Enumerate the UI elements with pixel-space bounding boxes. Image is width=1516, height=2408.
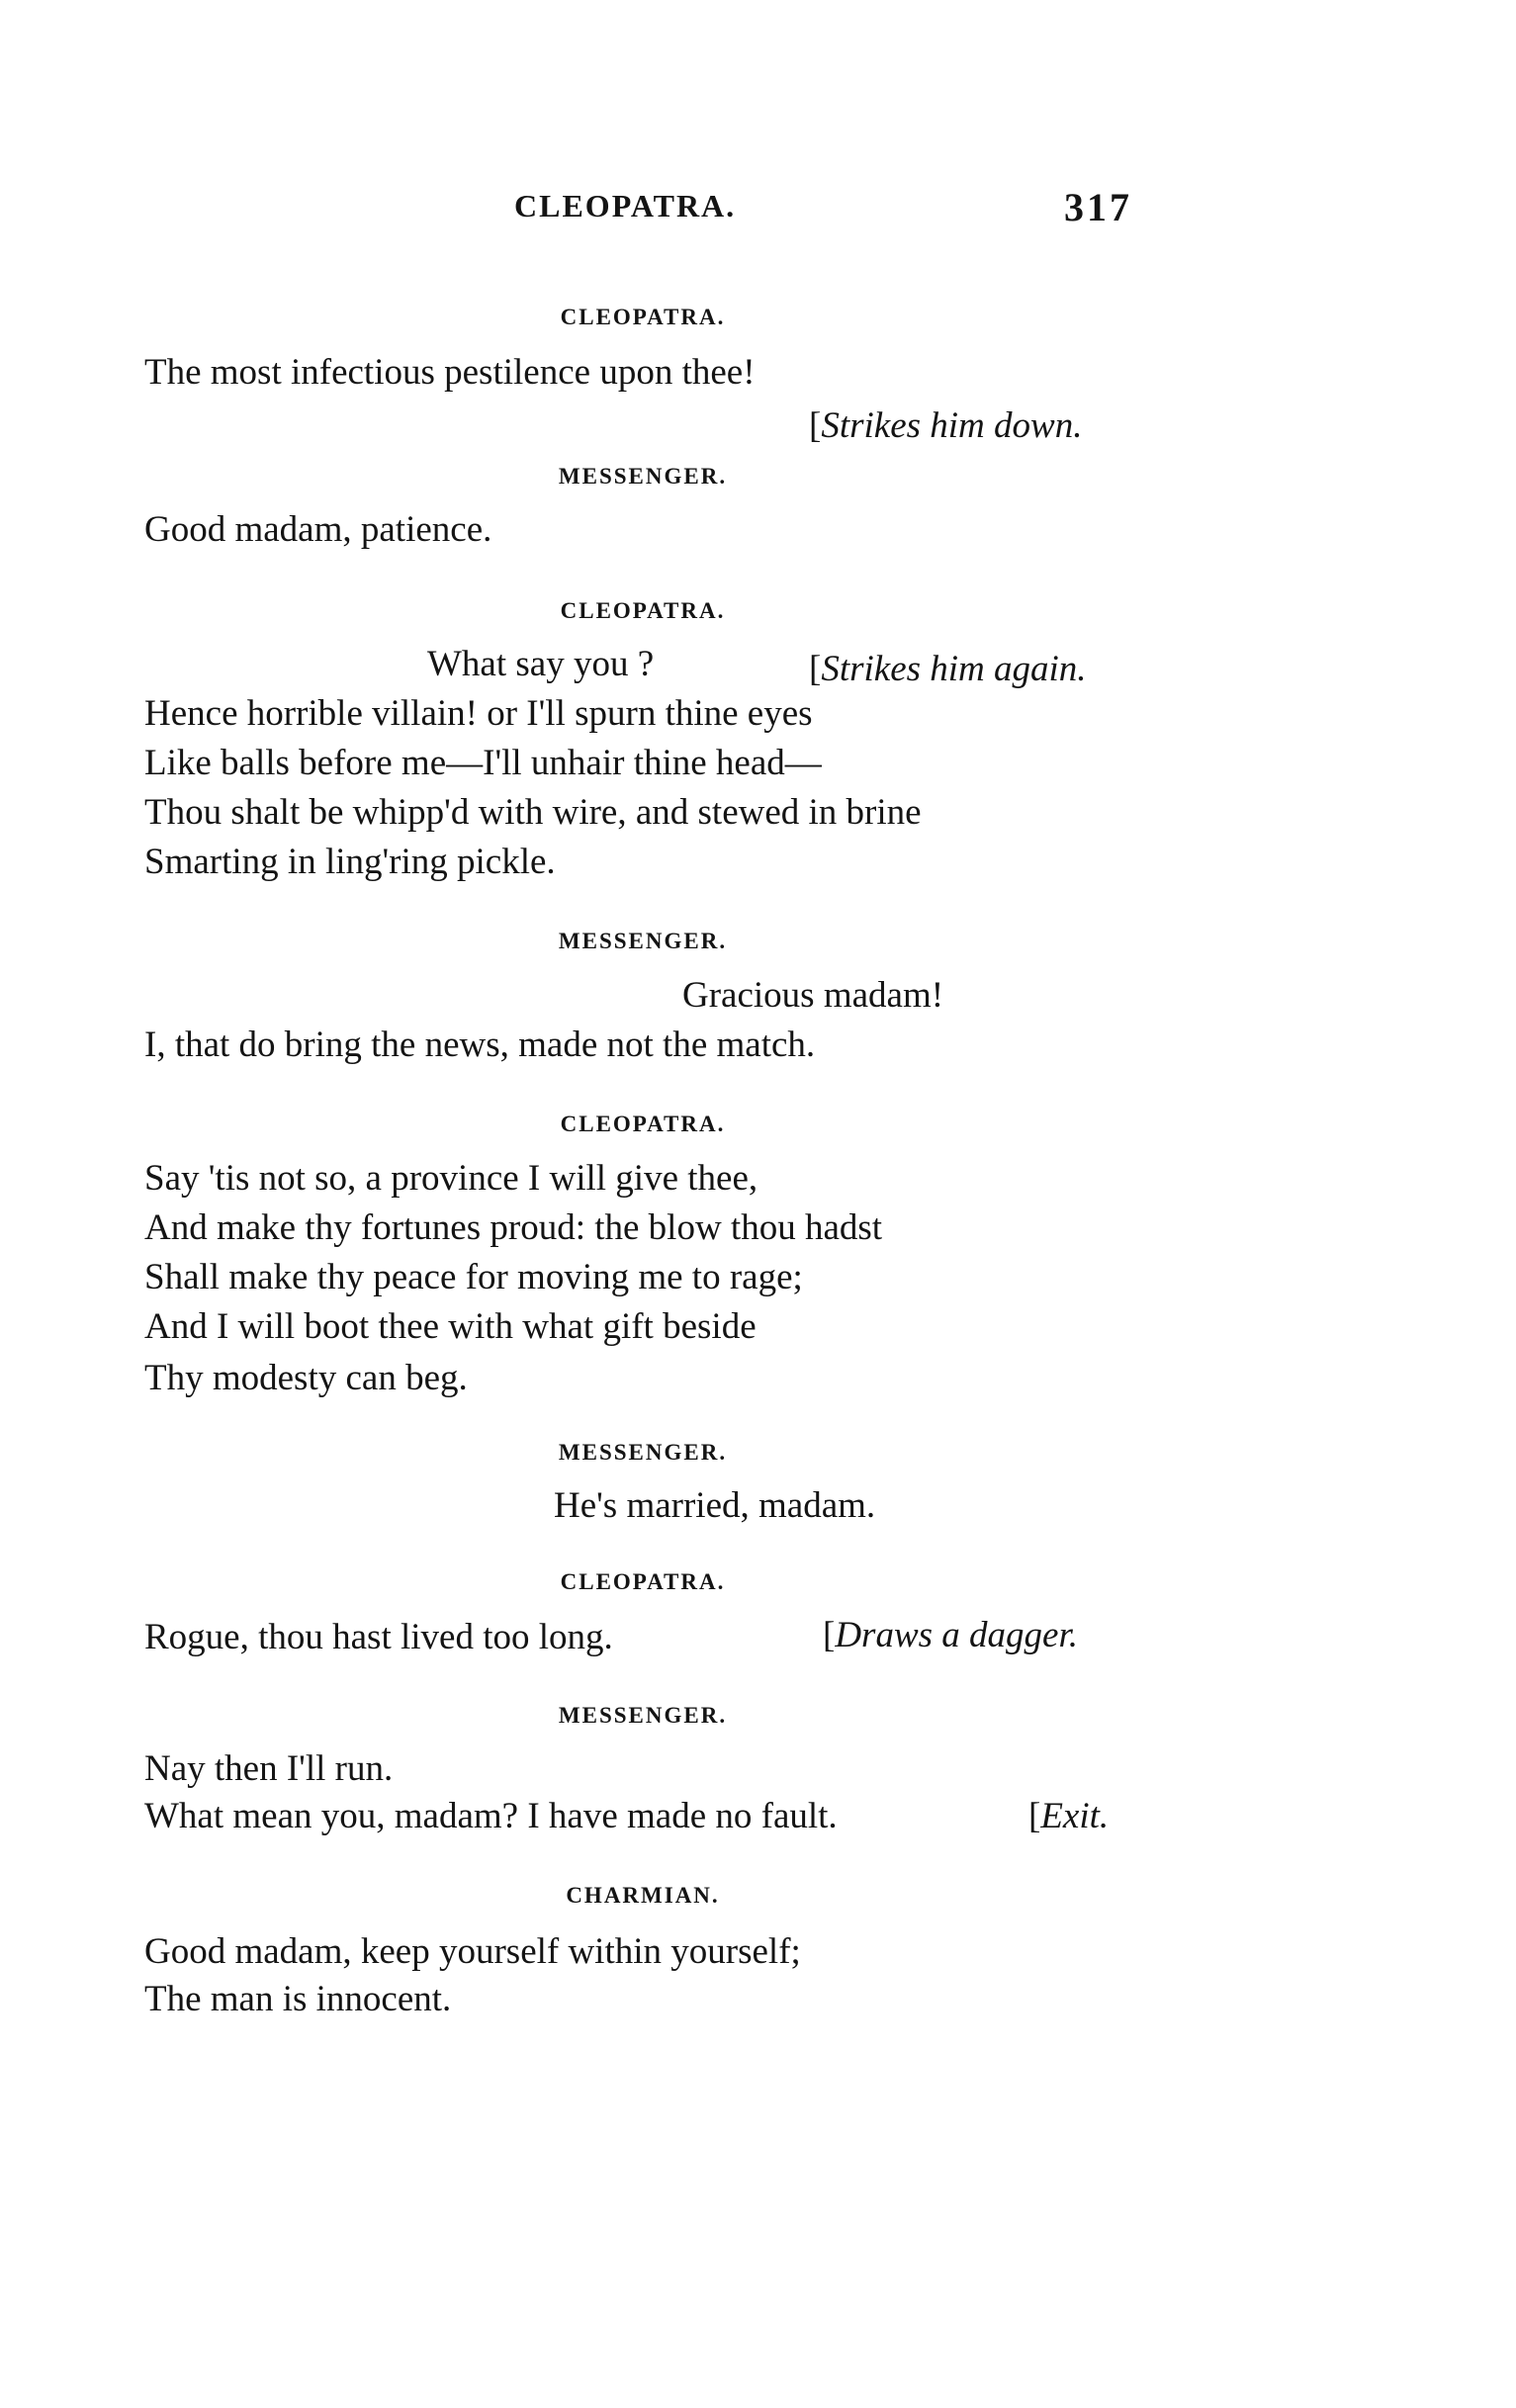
verse-line: Nay then I'll run.	[144, 1748, 394, 1789]
running-title: CLEOPATRA.	[514, 188, 737, 223]
verse-line: Like balls before me—I'll unhair thine head—	[144, 743, 822, 783]
verse-line: What mean you, madam? I have made no fault.	[144, 1796, 838, 1836]
verse-line: Thou shalt be whipp'd with wire, and stewed in brine	[144, 792, 922, 833]
verse-line: Shall make thy peace for moving me to rage;	[144, 1257, 803, 1297]
verse-line: Thy modesty can beg.	[144, 1358, 468, 1398]
verse-line: Say 'tis not so, a province I will give thee,	[144, 1158, 758, 1199]
stage-direction: [Exit.	[1028, 1796, 1110, 1836]
speaker-heading: CLEOPATRA.	[560, 598, 726, 623]
speaker-heading: MESSENGER.	[558, 464, 728, 489]
speaker-heading: CLEOPATRA.	[560, 305, 726, 329]
stage-direction-text: Strikes him down.	[821, 405, 1083, 446]
verse-line: The most infectious pestilence upon thee!	[144, 352, 756, 393]
verse-line: Good madam, patience.	[144, 509, 492, 550]
stage-direction-text: Strikes him again.	[821, 649, 1087, 689]
verse-line: The man is innocent.	[144, 1979, 452, 2019]
speaker-heading: CLEOPATRA.	[560, 1112, 726, 1136]
page-number: 317	[1064, 185, 1132, 229]
verse-line: Hence horrible villain! or I'll spurn thine eyes	[144, 693, 813, 734]
speaker-heading: MESSENGER.	[558, 1703, 728, 1728]
speaker-heading: MESSENGER.	[558, 1440, 728, 1465]
verse-line: Smarting in ling'ring pickle.	[144, 842, 556, 882]
stage-direction-text: Draws a dagger.	[835, 1615, 1078, 1655]
speaker-heading: CLEOPATRA.	[560, 1569, 726, 1594]
speaker-heading: MESSENGER.	[558, 929, 728, 953]
verse-line: And make thy fortunes proud: the blow thou hadst	[144, 1207, 883, 1248]
verse-line: I, that do bring the news, made not the match.	[144, 1025, 816, 1065]
verse-line: He's married, madam.	[554, 1485, 876, 1526]
verse-line: Good madam, keep yourself within yourself;	[144, 1931, 801, 1972]
verse-line: Rogue, thou hast lived too long.	[144, 1617, 613, 1657]
verse-line: What say you ?	[427, 644, 655, 684]
verse-line: Gracious madam!	[682, 975, 944, 1016]
stage-direction-text: Exit.	[1040, 1796, 1110, 1836]
speaker-heading: CHARMIAN.	[566, 1883, 720, 1908]
stage-direction: [Draws a dagger.	[823, 1615, 1078, 1655]
stage-direction: [Strikes him again.	[809, 649, 1087, 689]
running-head	[0, 185, 1516, 237]
verse-line: And I will boot thee with what gift beside	[144, 1306, 757, 1347]
stage-direction: [Strikes him down.	[809, 405, 1083, 446]
